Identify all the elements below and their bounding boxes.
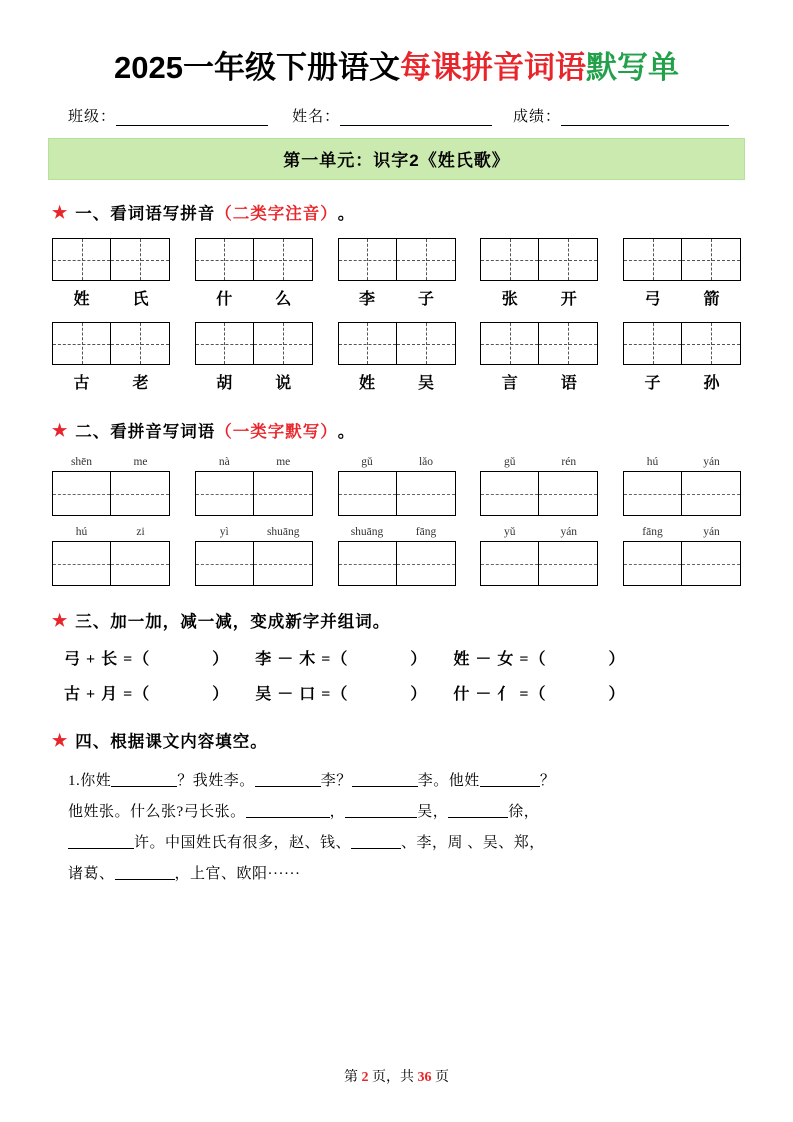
grid-cell[interactable]: [481, 239, 539, 280]
word-char: 李: [358, 291, 375, 308]
pinyin-block: [195, 526, 313, 586]
section-3-number: 三、: [75, 613, 111, 631]
pinyin-grid[interactable]: [195, 322, 313, 365]
word-char: 开: [560, 291, 577, 308]
section-1-number: 一、: [75, 205, 111, 223]
equation-row-2: [64, 681, 747, 704]
text-run: 吴，: [417, 804, 449, 820]
fill-in-paragraph: [68, 766, 737, 890]
word-char: 古: [73, 375, 90, 392]
text-run: ，上官、欧阳······: [174, 866, 301, 882]
pinyin-syllable: shuāng: [350, 526, 384, 538]
word-char: 语: [560, 375, 577, 392]
section-1-hint: （二类字注音）: [215, 205, 338, 223]
pinyin-block: [480, 456, 598, 516]
text-run: 许。中国姓氏有很多，赵、钱、: [134, 835, 352, 851]
text-run: 诸葛、: [68, 866, 115, 882]
pinyin-block: [623, 456, 741, 516]
pinyin-syllable: yǔ: [504, 526, 516, 538]
score-field: [513, 105, 729, 126]
pinyin-syllable: gǔ: [361, 456, 373, 468]
grid-cell[interactable]: [196, 472, 254, 515]
pinyin-grid[interactable]: [338, 322, 456, 365]
pinyin-grid[interactable]: [195, 238, 313, 281]
spacer: [427, 646, 453, 669]
pinyin-block: [338, 456, 456, 516]
title-part-3: 默写单: [585, 50, 679, 85]
grid-cell[interactable]: [111, 542, 169, 585]
spacer: [229, 681, 255, 704]
pinyin-syllable: shēn: [70, 456, 93, 468]
pinyin-grid[interactable]: [623, 238, 741, 281]
equation-left: 姓 － 女 =（: [453, 651, 547, 668]
pinyin-block: [195, 456, 313, 516]
word-label-pair: [480, 370, 598, 393]
grid-cell[interactable]: [624, 472, 682, 515]
section-heading-2: [52, 418, 747, 442]
word-block: [195, 238, 313, 320]
grid-cell[interactable]: [539, 472, 597, 515]
equation-row-1: [64, 646, 747, 669]
grid-cell[interactable]: [53, 542, 111, 585]
word-block: [338, 238, 456, 320]
grid-cell[interactable]: [339, 472, 397, 515]
grid-cell[interactable]: [624, 239, 682, 280]
footer-middle: 页，共: [372, 1070, 414, 1085]
text-run: 李。他姓: [417, 773, 480, 789]
pinyin-syllable: zi: [136, 526, 145, 538]
equation-left: 古 + 月 =（: [64, 686, 151, 703]
grid-cell[interactable]: [111, 323, 169, 364]
word-char: 老: [132, 375, 149, 392]
answer-box[interactable]: [338, 541, 456, 586]
grid-cell[interactable]: [397, 542, 455, 585]
grid-cell[interactable]: [481, 472, 539, 515]
grid-cell[interactable]: [682, 239, 740, 280]
section-4-number: 四、: [75, 733, 111, 751]
pinyin-syllable: lǎo: [418, 456, 434, 468]
text-run: 、李，周 、吴、郑，: [401, 835, 545, 851]
pinyin-label-pair: [480, 456, 598, 468]
answer-box[interactable]: [195, 541, 313, 586]
grid-cell[interactable]: [624, 323, 682, 364]
grid-cell[interactable]: [682, 323, 740, 364]
equation-item[interactable]: [255, 646, 427, 669]
text-run: 他姓张。什么张?弓长张。: [68, 804, 246, 820]
word-block: [480, 238, 598, 320]
word-block: [195, 322, 313, 404]
grid-cell[interactable]: [196, 542, 254, 585]
word-label-pair: [52, 286, 170, 309]
grid-cell[interactable]: [397, 323, 455, 364]
word-char: 胡: [216, 375, 233, 392]
fill-blank[interactable]: [480, 771, 540, 787]
answer-box[interactable]: [623, 541, 741, 586]
word-label-pair: [338, 286, 456, 309]
text-run: ？: [539, 773, 556, 789]
name-label: 姓名：: [292, 108, 341, 125]
title-part-1: 2025一年级下册语文: [114, 50, 400, 85]
word-char: 弓: [644, 291, 661, 308]
fill-blank[interactable]: [448, 802, 508, 818]
footer-page-number: 2: [361, 1070, 369, 1085]
text-run: ，: [329, 804, 346, 820]
text-run: 1.你姓: [68, 773, 112, 789]
unit-banner: 第一单元：识字2《姓氏歌》: [48, 138, 745, 180]
equation-left: 什 － 亻 =（: [453, 686, 547, 703]
pinyin-grid[interactable]: [480, 238, 598, 281]
star-icon: ★: [52, 202, 69, 222]
pinyin-write-row-2: [52, 322, 741, 404]
grid-cell[interactable]: [539, 323, 597, 364]
pinyin-syllable: hú: [75, 526, 88, 538]
section-2-tail: 。: [337, 423, 356, 441]
pinyin-label-pair: [195, 526, 313, 538]
word-char: 氏: [132, 291, 149, 308]
pinyin-label-pair: [623, 526, 741, 538]
section-2-text: 看拼音写词语: [110, 423, 216, 441]
answer-box[interactable]: [52, 471, 170, 516]
pinyin-grid[interactable]: [52, 238, 170, 281]
grid-cell[interactable]: [481, 323, 539, 364]
section-heading-4: [52, 728, 747, 752]
section-1-tail: 。: [337, 205, 356, 223]
equation-right: ）: [212, 651, 230, 668]
grid-cell[interactable]: [397, 472, 455, 515]
class-blank[interactable]: [116, 111, 268, 126]
name-field: [292, 105, 492, 126]
word-char: 姓: [73, 291, 90, 308]
word-block: [52, 238, 170, 320]
word-char: 张: [501, 291, 518, 308]
pinyin-write-row-1: [52, 238, 741, 320]
pinyin-grid[interactable]: [52, 322, 170, 365]
answer-box[interactable]: [480, 541, 598, 586]
page-title: [46, 42, 747, 87]
text-run: ？我姓李。: [177, 773, 255, 789]
word-label-pair: [480, 286, 598, 309]
grid-cell[interactable]: [481, 542, 539, 585]
pinyin-syllable: fāng: [415, 526, 437, 538]
answer-box[interactable]: [338, 471, 456, 516]
pinyin-syllable: me: [276, 456, 291, 468]
pinyin-syllable: me: [133, 456, 148, 468]
spacer: [229, 646, 255, 669]
word-label-pair: [623, 370, 741, 393]
pinyin-syllable: yán: [703, 456, 720, 468]
grid-cell[interactable]: [53, 323, 111, 364]
grid-cell[interactable]: [196, 323, 254, 364]
equation-left: 吴 － 口 =（: [255, 686, 349, 703]
pinyin-grid[interactable]: [338, 238, 456, 281]
title-part-2: 每课拼音词语: [399, 50, 586, 85]
word-block: [52, 322, 170, 404]
word-char: 孙: [703, 375, 720, 392]
grid-cell[interactable]: [53, 239, 111, 280]
pinyin-syllable: fāng: [642, 526, 663, 538]
word-block: [480, 322, 598, 404]
equation-right: ）: [608, 686, 626, 703]
equation-right: ）: [608, 651, 626, 668]
grid-cell[interactable]: [254, 323, 312, 364]
equation-item[interactable]: [64, 646, 229, 669]
class-label: 班级：: [68, 108, 117, 125]
word-char: 吴: [417, 375, 434, 392]
pinyin-syllable: shuāng: [266, 526, 300, 538]
fill-blank[interactable]: [255, 771, 321, 787]
grid-cell[interactable]: [624, 542, 682, 585]
footer-total-pages: 36: [417, 1070, 432, 1085]
pinyin-block: [480, 526, 598, 586]
fill-blank[interactable]: [351, 833, 401, 849]
word-label-pair: [338, 370, 456, 393]
student-info-row: [68, 105, 729, 126]
grid-cell[interactable]: [111, 239, 169, 280]
grid-cell[interactable]: [339, 542, 397, 585]
pinyin-label-pair: [52, 526, 170, 538]
word-label-pair: [195, 286, 313, 309]
pinyin-grid[interactable]: [480, 322, 598, 365]
pinyin-grid[interactable]: [623, 322, 741, 365]
section-heading-3: [52, 608, 747, 632]
equation-item[interactable]: [453, 681, 625, 704]
grid-cell[interactable]: [111, 472, 169, 515]
pinyin-syllable: hú: [646, 456, 659, 468]
footer-suffix: 页: [435, 1070, 449, 1085]
pinyin-label-pair: [195, 456, 313, 468]
word-write-row-2: [52, 526, 741, 586]
word-char: 什: [216, 291, 233, 308]
section-2-number: 二、: [75, 423, 111, 441]
word-char: 么: [275, 291, 292, 308]
grid-cell[interactable]: [196, 239, 254, 280]
text-run: 李？: [320, 773, 352, 789]
word-label-pair: [623, 286, 741, 309]
name-blank[interactable]: [340, 111, 492, 126]
word-label-pair: [195, 370, 313, 393]
spacer: [427, 681, 453, 704]
grid-cell[interactable]: [254, 472, 312, 515]
grid-cell[interactable]: [254, 239, 312, 280]
section-3-text: 加一加，减一减，变成新字并组词。: [110, 613, 391, 631]
pinyin-syllable: yán: [703, 526, 720, 538]
grid-cell[interactable]: [254, 542, 312, 585]
pinyin-syllable: yì: [219, 526, 229, 538]
fill-blank[interactable]: [111, 771, 177, 787]
class-field: [68, 105, 268, 126]
text-run: 徐，: [508, 804, 540, 820]
word-block: [623, 322, 741, 404]
word-char: 姓: [358, 375, 375, 392]
grid-cell[interactable]: [539, 542, 597, 585]
pinyin-block: [52, 526, 170, 586]
pinyin-label-pair: [480, 526, 598, 538]
section-heading-1: [52, 200, 747, 224]
word-label-pair: [52, 370, 170, 393]
equation-item[interactable]: [255, 681, 427, 704]
grid-cell[interactable]: [682, 472, 740, 515]
word-char: 说: [275, 375, 292, 392]
section-1-text: 看词语写拼音: [110, 205, 216, 223]
equation-right: ）: [212, 686, 230, 703]
equation-left: 弓 + 长 =（: [64, 651, 151, 668]
score-blank[interactable]: [561, 111, 729, 126]
word-write-row-1: [52, 456, 741, 516]
word-block: [338, 322, 456, 404]
grid-cell[interactable]: [339, 323, 397, 364]
equation-right: ）: [410, 686, 428, 703]
pinyin-label-pair: [338, 456, 456, 468]
word-char: 箭: [703, 291, 720, 308]
word-char: 子: [417, 291, 434, 308]
pinyin-label-pair: [338, 526, 456, 538]
pinyin-syllable: rén: [561, 456, 577, 468]
score-label: 成绩：: [512, 108, 561, 125]
grid-cell[interactable]: [397, 239, 455, 280]
equation-item[interactable]: [453, 646, 625, 669]
pinyin-label-pair: [52, 456, 170, 468]
grid-cell[interactable]: [53, 472, 111, 515]
equation-left: 李 － 木 =（: [255, 651, 349, 668]
pinyin-syllable: yán: [560, 526, 578, 538]
footer-prefix: 第: [344, 1070, 358, 1085]
pinyin-block: [338, 526, 456, 586]
answer-box[interactable]: [195, 471, 313, 516]
page-footer: [0, 1066, 793, 1086]
section-4-text: 根据课文内容填空。: [110, 733, 268, 751]
word-block: [623, 238, 741, 320]
word-char: 子: [644, 375, 661, 392]
fill-blank[interactable]: [352, 771, 418, 787]
pinyin-syllable: gǔ: [504, 456, 516, 468]
equation-item[interactable]: [64, 681, 229, 704]
fill-blank[interactable]: [246, 802, 330, 818]
grid-cell[interactable]: [682, 542, 740, 585]
word-char: 言: [501, 375, 518, 392]
fill-blank[interactable]: [68, 833, 134, 849]
pinyin-block: [623, 526, 741, 586]
equation-right: ）: [410, 651, 428, 668]
grid-cell[interactable]: [539, 239, 597, 280]
grid-cell[interactable]: [339, 239, 397, 280]
fill-blank[interactable]: [345, 802, 417, 818]
answer-box[interactable]: [480, 471, 598, 516]
pinyin-block: [52, 456, 170, 516]
answer-box[interactable]: [52, 541, 170, 586]
star-icon: ★: [52, 610, 69, 630]
star-icon: ★: [52, 730, 69, 750]
star-icon: ★: [52, 420, 69, 440]
fill-blank[interactable]: [115, 864, 175, 880]
section-2-hint: （一类字默写）: [215, 423, 338, 441]
pinyin-syllable: nà: [218, 456, 230, 468]
pinyin-label-pair: [623, 456, 741, 468]
answer-box[interactable]: [623, 471, 741, 516]
